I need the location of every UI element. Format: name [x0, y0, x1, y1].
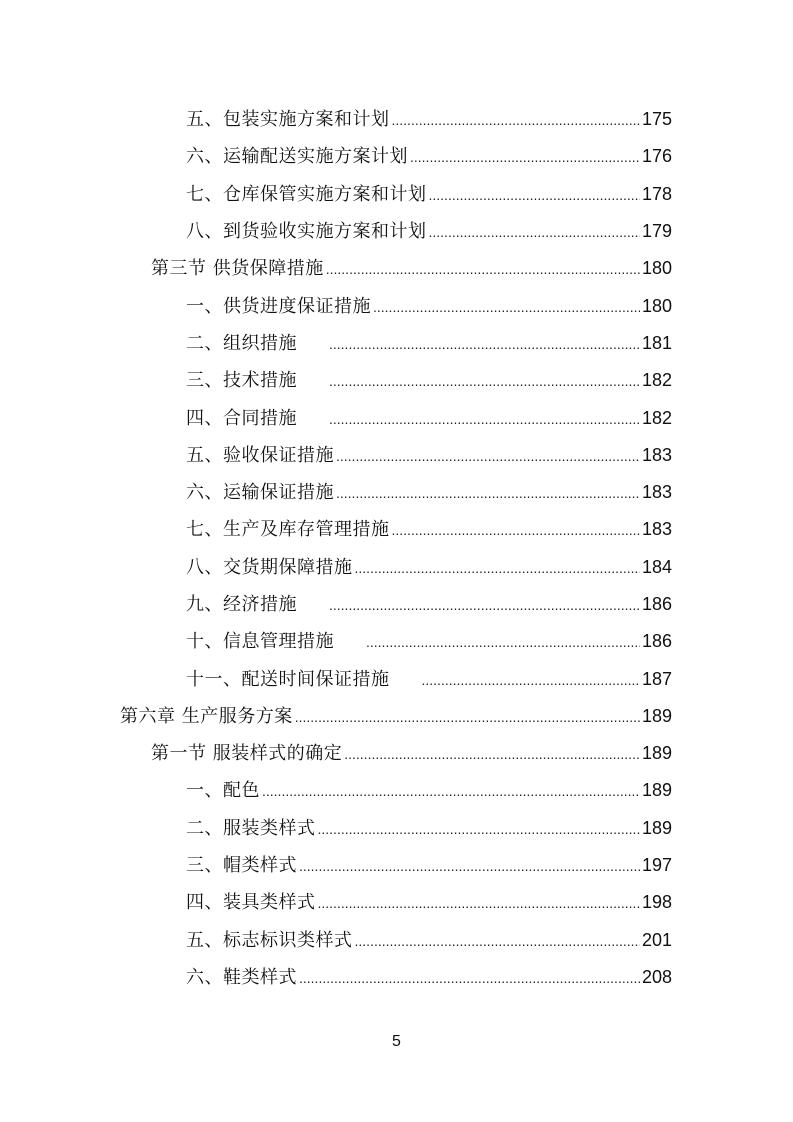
toc-entry-title: 五、验收保证措施	[186, 444, 334, 466]
toc-entry-title: 三、技术措施	[186, 370, 297, 392]
toc-entry-page-number: 181	[641, 332, 672, 353]
toc-entry-link[interactable]	[151, 256, 672, 281]
toc-dot-leader	[329, 407, 640, 431]
toc-entry-title: 第一节 服装样式的确定	[151, 743, 343, 765]
toc-entry-page-number: 180	[641, 258, 672, 279]
toc-entry-link[interactable]	[186, 368, 672, 393]
toc-entry-page-number: 183	[641, 444, 672, 465]
toc-entry-link[interactable]	[186, 517, 672, 542]
toc-entry-title: 二、服装类样式	[186, 817, 316, 839]
toc-entry-link[interactable]	[186, 480, 672, 505]
toc-entry-link[interactable]	[186, 406, 672, 431]
toc-entry-page-number: 183	[641, 482, 672, 503]
toc-entry-page-number: 179	[641, 221, 672, 242]
toc-row	[0, 660, 793, 697]
toc-dot-leader	[329, 369, 640, 393]
toc-dot-leader	[429, 183, 640, 207]
toc-entry-title: 七、生产及库存管理措施	[186, 519, 390, 541]
toc-dot-leader	[422, 668, 640, 692]
toc-row	[0, 959, 793, 996]
toc-row	[0, 884, 793, 921]
toc-entry-title: 第三节 供货保障措施	[151, 258, 324, 280]
toc-row	[0, 474, 793, 511]
toc-entry-page-number: 187	[641, 668, 672, 689]
toc-entry-link[interactable]	[186, 778, 672, 803]
toc-row	[0, 772, 793, 809]
toc-entry-link[interactable]	[186, 182, 672, 207]
toc-row	[0, 138, 793, 175]
toc-row	[0, 511, 793, 548]
toc-entry-link[interactable]	[186, 965, 672, 990]
toc-dot-leader	[344, 742, 640, 766]
toc-dot-leader	[329, 332, 640, 356]
toc-entry-page-number: 183	[641, 519, 672, 540]
toc-entry-page-number: 189	[641, 743, 672, 764]
toc-entry-title: 七、仓库保管实施方案和计划	[186, 183, 427, 205]
toc-entry-page-number: 175	[641, 109, 672, 130]
toc-dot-leader	[295, 705, 640, 729]
toc-entry-link[interactable]	[186, 928, 672, 953]
toc-row	[0, 325, 793, 362]
toc-entry-title: 三、帽类样式	[186, 855, 297, 877]
toc-entry-link[interactable]	[186, 592, 672, 617]
toc-entry-link[interactable]	[186, 555, 672, 580]
toc-dot-leader	[336, 444, 640, 468]
toc-entry-title: 六、运输保证措施	[186, 482, 334, 504]
toc-entry-title: 九、经济措施	[186, 594, 297, 615]
toc-entry-page-number: 201	[641, 929, 672, 950]
toc-entry-page-number: 182	[641, 370, 672, 391]
toc-dot-leader	[336, 481, 640, 505]
toc-dot-leader	[355, 556, 640, 580]
toc-row	[0, 698, 793, 735]
toc-dot-leader	[299, 854, 640, 878]
toc-entry-link[interactable]	[186, 219, 672, 244]
toc-dot-leader	[326, 257, 640, 281]
toc-entry-page-number: 182	[641, 407, 672, 428]
toc-entry-page-number: 176	[641, 146, 672, 167]
toc-dot-leader	[366, 630, 640, 654]
table-of-contents	[0, 101, 793, 996]
toc-entry-page-number: 184	[641, 556, 672, 577]
toc-row	[0, 250, 793, 287]
page-number: 5	[392, 1033, 401, 1050]
toc-entry-title: 第六章 生产服务方案	[120, 705, 293, 727]
toc-entry-link[interactable]	[186, 107, 672, 132]
toc-entry-link[interactable]	[186, 443, 672, 468]
toc-entry-link[interactable]	[186, 144, 672, 169]
toc-row	[0, 586, 793, 623]
toc-entry-page-number: 198	[641, 892, 672, 913]
toc-entry-title: 六、鞋类样式	[186, 966, 297, 988]
toc-row	[0, 437, 793, 474]
toc-entry-title: 五、包装实施方案和计划	[186, 109, 390, 131]
toc-dot-leader	[373, 295, 640, 319]
toc-row	[0, 847, 793, 884]
toc-dot-leader	[318, 817, 640, 841]
toc-entry-page-number: 208	[641, 966, 672, 987]
toc-dot-leader	[392, 518, 640, 542]
toc-row	[0, 549, 793, 586]
toc-row	[0, 399, 793, 436]
toc-entry-title: 十一、配送时间保证措施	[186, 668, 390, 690]
toc-dot-leader	[355, 929, 640, 953]
toc-row	[0, 176, 793, 213]
toc-entry-link[interactable]	[186, 667, 672, 692]
toc-dot-leader	[329, 593, 640, 617]
toc-row	[0, 623, 793, 660]
toc-entry-page-number: 180	[641, 295, 672, 316]
toc-entry-link[interactable]	[186, 331, 672, 356]
toc-entry-link[interactable]	[186, 816, 672, 841]
toc-row	[0, 362, 793, 399]
toc-entry-page-number: 189	[641, 705, 672, 726]
toc-entry-title: 四、合同措施	[186, 407, 297, 429]
toc-entry-page-number: 197	[641, 855, 672, 876]
toc-entry-link[interactable]	[186, 294, 672, 319]
toc-dot-leader	[318, 891, 640, 915]
toc-entry-link[interactable]	[120, 704, 672, 729]
toc-dot-leader	[299, 966, 640, 990]
toc-entry-link[interactable]	[186, 890, 672, 915]
toc-entry-title: 六、运输配送实施方案计划	[186, 146, 408, 168]
toc-entry-page-number: 178	[641, 183, 672, 204]
toc-entry-title: 八、交货期保障措施	[186, 556, 353, 578]
toc-entry-link[interactable]	[186, 629, 672, 654]
toc-entry-title: 五、标志标识类样式	[186, 929, 353, 951]
toc-entry-page-number: 186	[641, 594, 672, 614]
toc-row	[0, 287, 793, 324]
toc-dot-leader	[429, 220, 640, 244]
toc-entry-page-number: 186	[641, 631, 672, 652]
toc-row	[0, 101, 793, 138]
toc-entry-title: 一、配色	[186, 780, 260, 802]
toc-entry-link[interactable]	[151, 741, 672, 766]
toc-entry-page-number: 189	[641, 817, 672, 838]
toc-entry-title: 十、信息管理措施	[186, 631, 334, 653]
toc-entry-title: 一、供货进度保证措施	[186, 295, 371, 317]
toc-dot-leader	[392, 108, 640, 132]
toc-row	[0, 922, 793, 959]
toc-entry-title: 八、到货验收实施方案和计划	[186, 221, 427, 243]
toc-row	[0, 735, 793, 772]
toc-entry-title: 二、组织措施	[186, 332, 297, 354]
toc-dot-leader	[262, 779, 640, 803]
toc-row	[0, 213, 793, 250]
toc-row	[0, 810, 793, 847]
toc-entry-title: 四、装具类样式	[186, 892, 316, 914]
toc-dot-leader	[410, 145, 640, 169]
toc-entry-page-number: 189	[641, 780, 672, 801]
toc-entry-link[interactable]	[186, 853, 672, 878]
